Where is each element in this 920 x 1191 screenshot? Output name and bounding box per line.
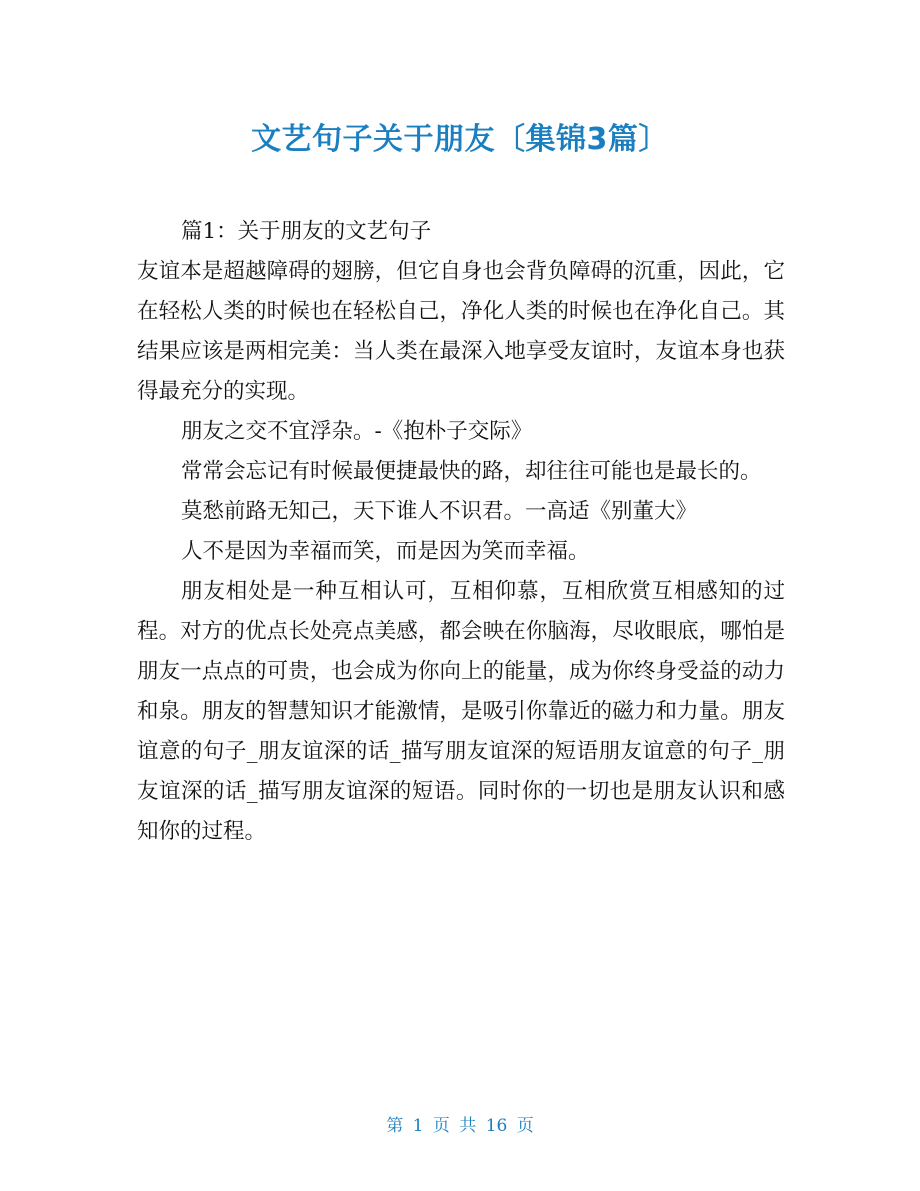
paragraph-friendship-wings: 友谊本是超越障碍的翅膀，但它自身也会背负障碍的沉重，因此，它在轻松人类的时候也在轻松自己，净化人类的时候也在净化自己。其结果应该是两相完美：当人类在最深入地享受友谊时，友谊本身也获得最充分的实现。 [137,259,785,404]
document-title: 文艺句子关于朋友〔集锦3篇〕 [251,122,669,157]
paragraph-quote-gaoshi: 莫愁前路无知己，天下谁人不识君。一高适《别董大》 [181,499,698,524]
document-body [137,212,785,852]
section-heading: 篇1：关于朋友的文艺句子 [181,219,432,244]
page-number-footer: 第 1 页 共 16 页 [386,1116,534,1136]
paragraph-shortest-road: 常常会忘记有时候最便捷最快的路，却往往可能也是最长的。 [181,459,762,484]
paragraph-happiness: 人不是因为幸福而笑，而是因为笑而幸福。 [181,539,590,564]
paragraph-quote-baopuzi: 朋友之交不宜浮杂。-《抱朴子交际》 [181,419,533,444]
paragraph-friends-process: 朋友相处是一种互相认可，互相仰慕，互相欣赏互相感知的过程。对方的优点长处亮点美感，都会映在你脑海，尽收眼底，哪怕是朋友一点点的可贵，也会成为你向上的能量，成为你终身受益的动力和泉。朋友的智慧知识才能激情，是吸引你靠近的磁力和力量。朋友谊意的句子_朋友谊深的话_描写朋友谊深的短语朋友谊意的句子_朋友谊深的话_描写朋友谊深的短语。同时你的一切也是朋友认识和感知你的过程。 [137,579,785,844]
